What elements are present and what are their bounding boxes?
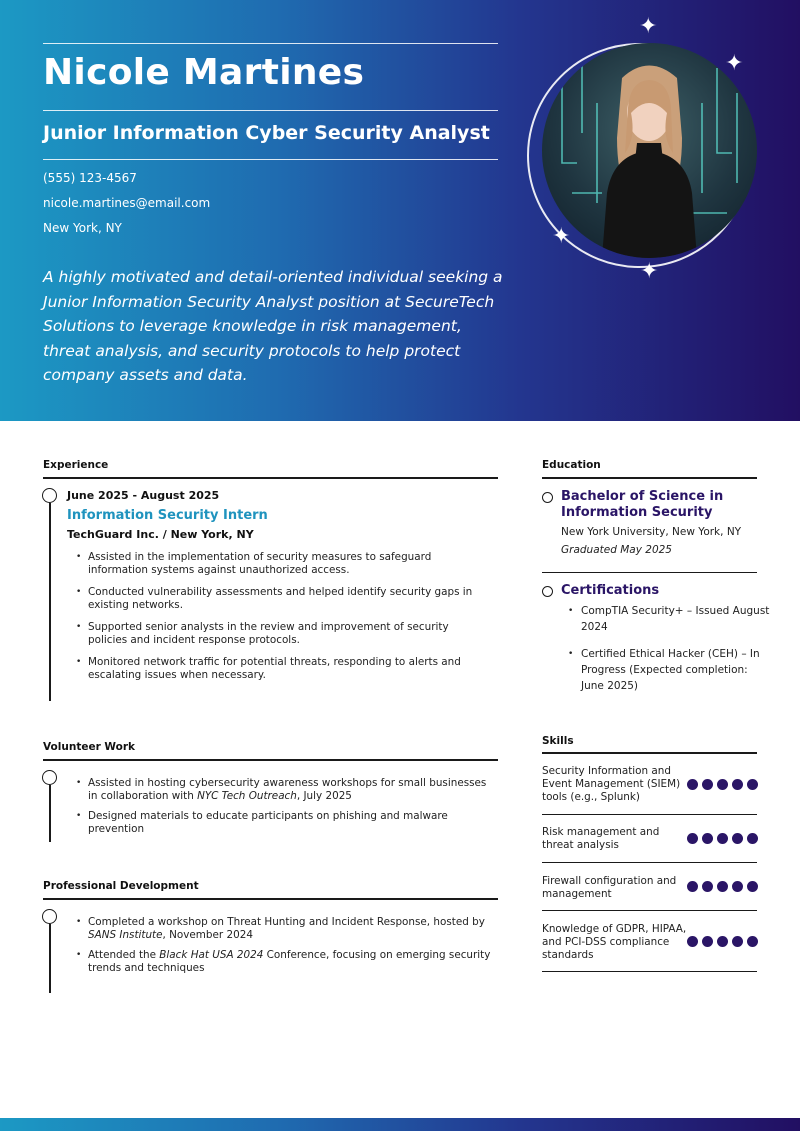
header-rule-middle: [43, 110, 498, 111]
skill-dot: [747, 881, 758, 892]
timeline-line: [49, 785, 51, 842]
skill-dot: [732, 779, 743, 790]
skill-rating: [687, 833, 758, 844]
contact-phone: (555) 123-4567: [43, 171, 137, 185]
skill-name: Security Information and Event Management (SIEM) tools (e.g., Splunk): [542, 765, 681, 803]
skill-dot: [702, 936, 713, 947]
timeline-marker: [42, 770, 57, 785]
experience-bullet: • Monitored network traffic for potential threats, responding to alerts and escalating issues when necessary.: [76, 656, 491, 682]
skill-dot: [747, 833, 758, 844]
skills-divider: [542, 814, 757, 815]
skills-divider: [542, 862, 757, 863]
certification-item: • CompTIA Security+ – Issued August 2024: [568, 603, 773, 635]
skill-dot: [717, 779, 728, 790]
contact-location: New York, NY: [43, 221, 122, 235]
experience-role: Information Security Intern: [67, 508, 268, 523]
skill-dot: [717, 833, 728, 844]
experience-bullet: • Assisted in the implementation of security measures to safeguard information systems against unauthorized access.: [76, 551, 491, 577]
skill-dot: [702, 833, 713, 844]
skill-name: Risk management and threat analysis: [542, 826, 660, 851]
resume-header: [0, 0, 800, 421]
skill-dot: [687, 779, 698, 790]
education-school: New York University, New York, NY: [561, 526, 742, 538]
experience-bullet: • Conducted vulnerability assessments and helped identify security gaps in existing networks.: [76, 586, 491, 612]
skills-divider: [542, 910, 757, 911]
header-rule-bottom: [43, 159, 498, 160]
job-title: Junior Information Cyber Security Analyst: [43, 122, 490, 144]
certifications-list: [568, 603, 773, 705]
certifications-heading: Certifications: [561, 583, 660, 598]
header-rule-top: [43, 43, 498, 44]
volunteer-bullet: • Assisted in hosting cybersecurity awareness workshops for small businesses in collaboration with NYC Tech Outreach, July 2025: [76, 777, 496, 803]
education-degree: Bachelor of Science in Information Security: [561, 489, 724, 520]
skills-heading: Skills: [542, 735, 574, 747]
timeline-marker: [42, 488, 57, 503]
professional-development-heading: Professional Development: [43, 880, 199, 892]
skills-divider: [542, 971, 757, 972]
experience-dates: June 2025 - August 2025: [67, 489, 220, 502]
education-heading: Education: [542, 459, 601, 471]
timeline-marker: [42, 909, 57, 924]
education-graduated: Graduated May 2025: [561, 544, 672, 556]
candidate-name: Nicole Martines: [43, 52, 365, 93]
skill-rating: [687, 779, 758, 790]
timeline-line: [49, 924, 51, 993]
sparkle-icon: ✦: [640, 259, 659, 284]
experience-bullet: • Supported senior analysts in the review and improvement of security policies and incident response protocols.: [76, 621, 491, 647]
education-marker: [542, 492, 553, 503]
volunteer-bullet: • Designed materials to educate participants on phishing and malware prevention: [76, 810, 496, 836]
experience-bullets: [76, 551, 491, 682]
professional-development-bullet: • Attended the Black Hat USA 2024 Conference, focusing on emerging security trends and techniques: [76, 949, 516, 975]
skill-dot: [702, 779, 713, 790]
skill-dot: [687, 833, 698, 844]
experience-rule: [43, 477, 498, 479]
skill-dot: [687, 936, 698, 947]
professional-development-bullet: • Completed a workshop on Threat Hunting and Incident Response, hosted by SANS Institute, November 2024: [76, 916, 516, 942]
skill-name: Knowledge of GDPR, HIPAA, and PCI-DSS compliance standards: [542, 923, 687, 961]
experience-company: TechGuard Inc. / New York, NY: [67, 528, 254, 541]
footer-bar: [0, 1118, 800, 1131]
skill-dot: [747, 779, 758, 790]
skill-dot: [717, 936, 728, 947]
skill-rating: [687, 936, 758, 947]
professional-development-rule: [43, 898, 498, 900]
sparkle-icon: ✦: [639, 14, 658, 39]
certifications-marker: [542, 586, 553, 597]
contact-email: nicole.martines@email.com: [43, 196, 211, 210]
skill-rating: [687, 881, 758, 892]
education-rule: [542, 477, 757, 479]
skill-dot: [732, 881, 743, 892]
skill-dot: [687, 881, 698, 892]
volunteer-rule: [43, 759, 498, 761]
education-divider: [542, 572, 757, 573]
skill-dot: [747, 936, 758, 947]
experience-heading: Experience: [43, 459, 109, 471]
skill-dot: [702, 881, 713, 892]
skill-dot: [732, 936, 743, 947]
volunteer-heading: Volunteer Work: [43, 741, 135, 753]
skill-name: Firewall configuration and management: [542, 875, 677, 900]
skills-rule: [542, 752, 757, 754]
timeline-line: [49, 503, 51, 701]
profile-summary: A highly motivated and detail-oriented individual seeking a Junior Information Security Analyst position at SecureTech Solutions to leverage knowledge in risk management, threat analysis, and security protocols to help protect company assets and data.: [43, 268, 503, 384]
sparkle-icon: ✦: [552, 224, 571, 249]
skill-dot: [717, 881, 728, 892]
certification-item: • Certified Ethical Hacker (CEH) – In Progress (Expected completion: June 2025): [568, 646, 773, 694]
professional-development-bullets: [76, 916, 516, 975]
skill-dot: [732, 833, 743, 844]
sparkle-icon: ✦: [725, 51, 744, 76]
volunteer-bullets: [76, 777, 496, 836]
